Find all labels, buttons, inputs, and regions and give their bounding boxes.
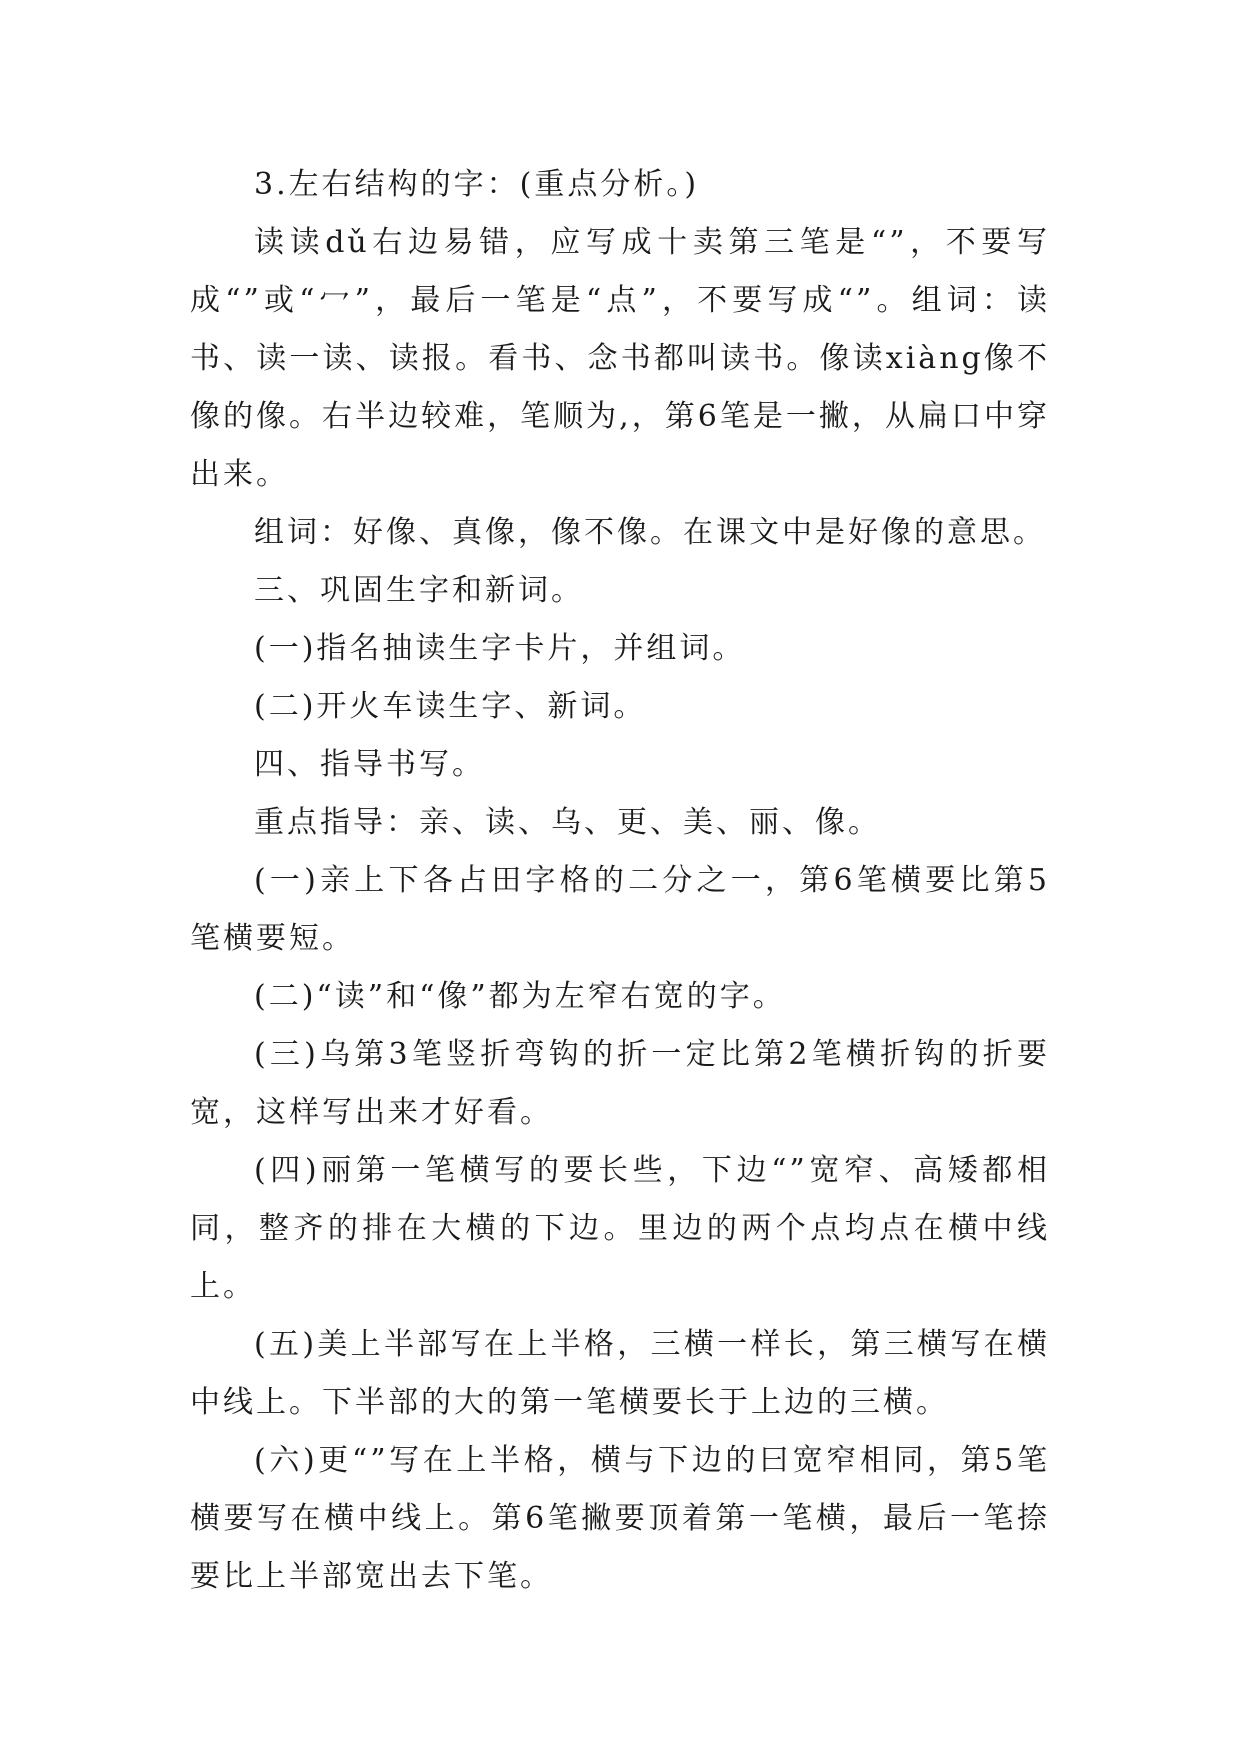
paragraph-train-reading: (二)开火车读生字、新词。 (254, 689, 647, 724)
paragraph-key-characters: 重点指导：亲、读、乌、更、美、丽、像。 (254, 805, 881, 840)
document-page (190, 156, 1050, 1606)
paragraph-mei-guide: (五)美上半部写在上半格，三横一样长，第三横写在横中线上。下半部的大的第一笔横要长于上边的三横。 (190, 1327, 1050, 1420)
section-heading-writing: 四、指导书写。 (254, 747, 485, 782)
paragraph-xiang-words: 组词：好像、真像，像不像。在课文中是好像的意思。 (254, 515, 1046, 550)
paragraph-left-right-structure: 3.左右结构的字：(重点分析。) (254, 167, 700, 202)
paragraph-du-xiang-analysis: 读读dǔ右边易错，应写成十卖第三笔是“”，不要写成“”或“冖”，最后一笔是“点”，不要写成“”。组词：读书、读一读、读报。看书、念书都叫读书。像读xiàng像不像的像。右半边较难，笔顺为,，第6笔是一撇，从扁口中穿出来。 (190, 225, 1050, 492)
paragraph-du-xiang-guide: (二)“读”和“像”都为左窄右宽的字。 (254, 979, 786, 1014)
section-heading-consolidate: 三、巩固生字和新词。 (254, 573, 584, 608)
paragraph-geng-guide: (六)更“”写在上半格，横与下边的曰宽窄相同，第5笔横要写在横中线上。第6笔撇要顶着第一笔横，最后一笔捺要比上半部宽出去下笔。 (190, 1443, 1050, 1594)
paragraph-card-reading: (一)指名抽读生字卡片，并组词。 (254, 631, 746, 666)
paragraph-wu-guide: (三)乌第3笔竖折弯钩的折一定比第2笔横折钩的折要宽，这样写出来才好看。 (190, 1037, 1050, 1130)
paragraph-qin-guide: (一)亲上下各占田字格的二分之一，第6笔横要比第5笔横要短。 (190, 863, 1050, 956)
paragraph-li-guide: (四)丽第一笔横写的要长些，下边“”宽窄、高矮都相同，整齐的排在大横的下边。里边的两个点均点在横中线上。 (190, 1153, 1050, 1304)
